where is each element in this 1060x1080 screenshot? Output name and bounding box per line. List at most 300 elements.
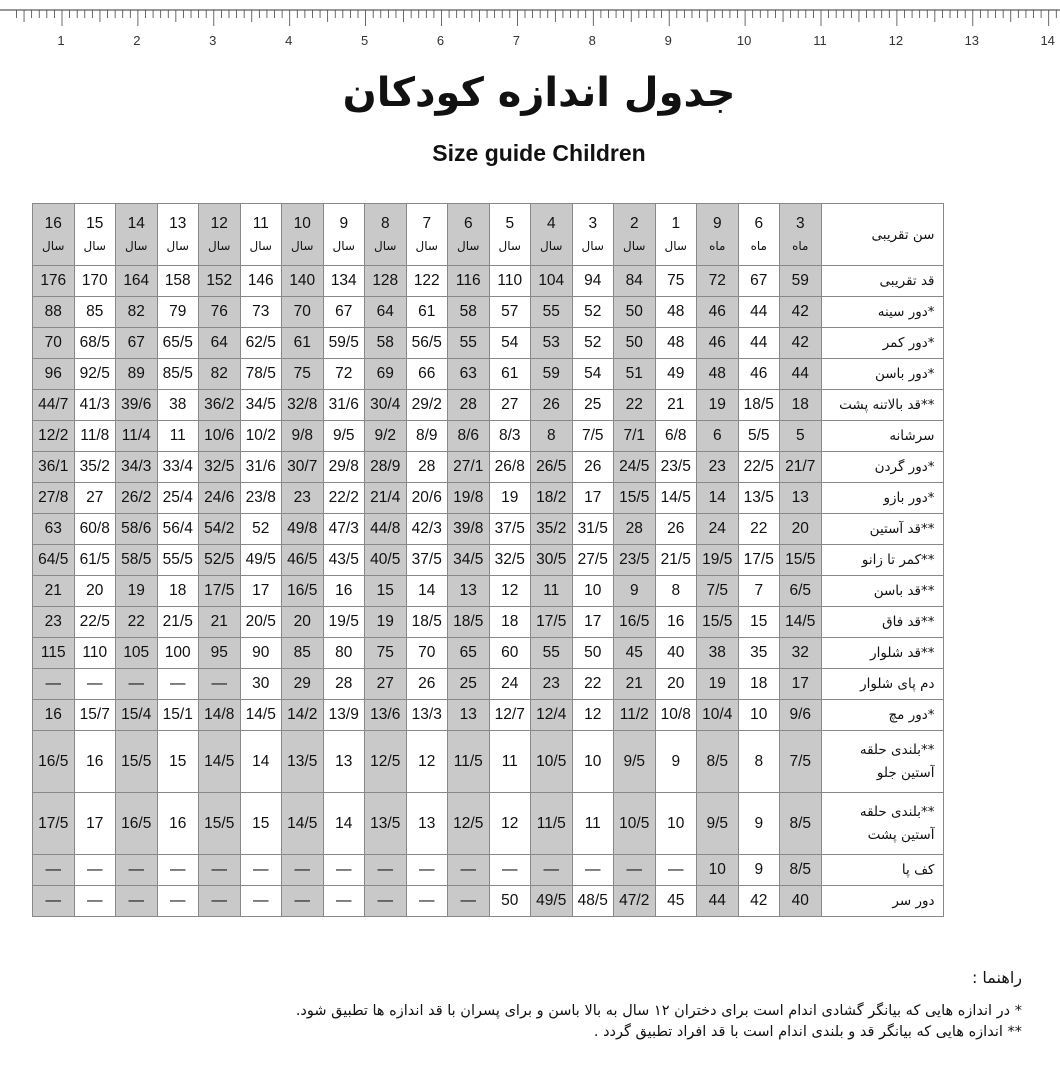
- table-cell: 15: [738, 607, 780, 638]
- age-header-cell: [323, 204, 365, 266]
- table-cell: 11: [157, 421, 199, 452]
- table-cell: 32/5: [489, 545, 531, 576]
- table-cell: 32/5: [199, 452, 241, 483]
- table-cell: 27: [74, 483, 116, 514]
- table-cell: 6: [697, 421, 739, 452]
- table-cell: 16/5: [614, 607, 656, 638]
- table-cell: 59: [780, 266, 822, 297]
- table-cell: —: [240, 886, 282, 917]
- ruler-number: 13: [964, 33, 980, 48]
- age-header-cell: [33, 204, 75, 266]
- table-cell: 13/5: [282, 731, 324, 793]
- table-cell: —: [74, 886, 116, 917]
- table-cell: 20: [282, 607, 324, 638]
- age-unit: ماه: [750, 238, 767, 253]
- table-cell: —: [33, 886, 75, 917]
- table-cell: 48: [655, 297, 697, 328]
- age-number: 8: [380, 214, 390, 232]
- table-cell: 5/5: [738, 421, 780, 452]
- age-header-cell: [697, 204, 739, 266]
- table-cell: 26: [531, 390, 573, 421]
- table-cell: —: [282, 855, 324, 886]
- table-cell: 32: [780, 638, 822, 669]
- table-cell: 8: [655, 576, 697, 607]
- ruler-number: 2: [133, 33, 141, 48]
- age-unit: سال: [332, 238, 355, 253]
- table-cell: 146: [240, 266, 282, 297]
- table-cell: —: [240, 855, 282, 886]
- age-unit: ماه: [709, 238, 726, 253]
- table-cell: 16: [33, 700, 75, 731]
- table-row: [33, 731, 944, 793]
- header-label: سن تقریبی: [821, 204, 943, 266]
- ruler-number: 10: [736, 33, 752, 48]
- table-cell: 8/5: [780, 793, 822, 855]
- age-number: 3: [795, 214, 805, 232]
- row-label-text: **بلندی حلقه: [859, 741, 935, 758]
- table-cell: 20: [655, 669, 697, 700]
- table-cell: 55: [448, 328, 490, 359]
- row-label: [821, 390, 943, 421]
- table-cell: 22/2: [323, 483, 365, 514]
- table-cell: 12/4: [531, 700, 573, 731]
- table-cell: 14: [406, 576, 448, 607]
- table-cell: —: [448, 855, 490, 886]
- table-cell: 18/2: [531, 483, 573, 514]
- age-unit: سال: [291, 238, 314, 253]
- table-cell: 16/5: [116, 793, 158, 855]
- table-cell: 24/5: [614, 452, 656, 483]
- table-cell: 11/2: [614, 700, 656, 731]
- age-unit: سال: [249, 238, 272, 253]
- table-cell: 20: [780, 514, 822, 545]
- table-cell: 26: [655, 514, 697, 545]
- table-cell: 75: [655, 266, 697, 297]
- row-label: [821, 545, 943, 576]
- table-cell: 12: [406, 731, 448, 793]
- table-header-row: [33, 204, 944, 266]
- page-title: جدول اندازه کودکان: [342, 70, 736, 116]
- table-cell: 82: [116, 297, 158, 328]
- table-cell: 11: [489, 731, 531, 793]
- table-cell: 70: [33, 328, 75, 359]
- row-label-text: *دور بازو: [883, 490, 935, 506]
- table-cell: 61: [489, 359, 531, 390]
- table-cell: 28: [614, 514, 656, 545]
- age-unit: سال: [540, 238, 563, 253]
- table-cell: 18/5: [738, 390, 780, 421]
- table-cell: 92/5: [74, 359, 116, 390]
- table-cell: 14/5: [199, 731, 241, 793]
- table-cell: 12/5: [448, 793, 490, 855]
- table-cell: 44/7: [33, 390, 75, 421]
- table-cell: 15/5: [780, 545, 822, 576]
- table-cell: 65: [448, 638, 490, 669]
- table-cell: 53: [531, 328, 573, 359]
- table-cell: 23: [531, 669, 573, 700]
- table-cell: 21/5: [655, 545, 697, 576]
- age-header-cell: [572, 204, 614, 266]
- table-cell: 115: [33, 638, 75, 669]
- table-cell: 26/2: [116, 483, 158, 514]
- table-cell: 128: [365, 266, 407, 297]
- table-cell: 9/6: [780, 700, 822, 731]
- table-cell: 75: [365, 638, 407, 669]
- table-cell: 164: [116, 266, 158, 297]
- table-cell: 18: [157, 576, 199, 607]
- row-label: [821, 483, 943, 514]
- table-cell: 51: [614, 359, 656, 390]
- age-unit: سال: [664, 238, 687, 253]
- table-cell: 13: [406, 793, 448, 855]
- table-cell: 12: [489, 576, 531, 607]
- table-cell: 34/5: [240, 390, 282, 421]
- table-cell: 67: [323, 297, 365, 328]
- table-cell: 16/5: [33, 731, 75, 793]
- table-cell: 26: [572, 452, 614, 483]
- table-cell: 30: [240, 669, 282, 700]
- table-cell: 66: [406, 359, 448, 390]
- table-cell: 15/5: [199, 793, 241, 855]
- table-cell: 39/6: [116, 390, 158, 421]
- table-cell: 95: [199, 638, 241, 669]
- age-unit: سال: [415, 238, 438, 253]
- table-cell: 11/8: [74, 421, 116, 452]
- ruler-number: 9: [664, 33, 672, 48]
- table-cell: 10: [697, 855, 739, 886]
- table-cell: 46: [697, 328, 739, 359]
- table-cell: 15: [240, 793, 282, 855]
- table-cell: 7/1: [614, 421, 656, 452]
- table-cell: —: [74, 669, 116, 700]
- table-cell: 22: [738, 514, 780, 545]
- table-cell: 44: [738, 328, 780, 359]
- age-number: 1: [671, 214, 681, 232]
- table-cell: 5: [780, 421, 822, 452]
- table-row: [33, 638, 944, 669]
- table-cell: 12: [572, 700, 614, 731]
- table-cell: 12: [489, 793, 531, 855]
- row-label: [821, 359, 943, 390]
- table-cell: 10/2: [240, 421, 282, 452]
- table-cell: 24: [489, 669, 531, 700]
- row-label: [821, 297, 943, 328]
- table-cell: 14: [240, 731, 282, 793]
- table-cell: —: [572, 855, 614, 886]
- table-cell: 26/8: [489, 452, 531, 483]
- row-label-text: قد تقریبی: [879, 273, 935, 289]
- row-label: [821, 452, 943, 483]
- table-cell: 52: [572, 297, 614, 328]
- table-cell: 23/5: [614, 545, 656, 576]
- table-cell: 60/8: [74, 514, 116, 545]
- guide-section: [122, 968, 1022, 1043]
- table-cell: 42: [780, 297, 822, 328]
- age-number: 7: [422, 214, 432, 232]
- table-cell: 48: [697, 359, 739, 390]
- table-cell: 15: [365, 576, 407, 607]
- table-cell: —: [365, 855, 407, 886]
- table-cell: 16: [323, 576, 365, 607]
- table-cell: 13/5: [365, 793, 407, 855]
- table-cell: 6/5: [780, 576, 822, 607]
- table-cell: 48: [655, 328, 697, 359]
- row-label: [821, 421, 943, 452]
- table-cell: 6/8: [655, 421, 697, 452]
- table-cell: —: [614, 855, 656, 886]
- table-cell: 17: [240, 576, 282, 607]
- table-cell: 9/2: [365, 421, 407, 452]
- age-header-cell: [365, 204, 407, 266]
- guide-line-2: ** اندازه هایی که بیانگر قد و بلندی اندام است با قد افراد تطبیق گردد .: [593, 1024, 1022, 1040]
- table-cell: 19: [697, 390, 739, 421]
- ruler-number: 3: [209, 33, 217, 48]
- table-cell: —: [448, 886, 490, 917]
- table-cell: 21/4: [365, 483, 407, 514]
- age-header-cell: [157, 204, 199, 266]
- table-cell: 14/5: [282, 793, 324, 855]
- row-label: [821, 731, 943, 793]
- table-cell: 19: [365, 607, 407, 638]
- table-cell: 22: [116, 607, 158, 638]
- table-cell: 54/2: [199, 514, 241, 545]
- table-cell: 15/5: [697, 607, 739, 638]
- table-cell: 22: [572, 669, 614, 700]
- table-cell: 9/8: [282, 421, 324, 452]
- age-header-cell: [116, 204, 158, 266]
- table-cell: —: [406, 855, 448, 886]
- row-label: [821, 886, 943, 917]
- table-cell: 62/5: [240, 328, 282, 359]
- table-cell: 21: [199, 607, 241, 638]
- age-header-cell: [655, 204, 697, 266]
- table-cell: 24: [697, 514, 739, 545]
- table-cell: 15/4: [116, 700, 158, 731]
- table-cell: 19/5: [323, 607, 365, 638]
- table-row: [33, 576, 944, 607]
- table-cell: 25/4: [157, 483, 199, 514]
- age-header-cell: [240, 204, 282, 266]
- table-cell: 15/1: [157, 700, 199, 731]
- table-cell: 12/5: [365, 731, 407, 793]
- table-cell: 61/5: [74, 545, 116, 576]
- table-row: [33, 483, 944, 514]
- table-cell: 48/5: [572, 886, 614, 917]
- ruler: [0, 0, 1060, 52]
- table-cell: 20: [74, 576, 116, 607]
- table-cell: 46: [738, 359, 780, 390]
- age-unit: سال: [374, 238, 397, 253]
- table-cell: 75: [282, 359, 324, 390]
- table-cell: 100: [157, 638, 199, 669]
- table-cell: 21: [33, 576, 75, 607]
- table-cell: 158: [157, 266, 199, 297]
- table-cell: 13/3: [406, 700, 448, 731]
- table-cell: 11/5: [531, 793, 573, 855]
- table-cell: 59: [531, 359, 573, 390]
- row-label-text: آستین پشت: [867, 826, 935, 843]
- table-cell: 50: [489, 886, 531, 917]
- table-cell: 30/7: [282, 452, 324, 483]
- table-cell: 49/8: [282, 514, 324, 545]
- row-label-text: **کمر تا زانو: [861, 552, 935, 568]
- table-cell: 176: [33, 266, 75, 297]
- table-cell: 13/6: [365, 700, 407, 731]
- table-cell: —: [365, 886, 407, 917]
- row-label-text: *دور باسن: [874, 366, 935, 382]
- table-row: [33, 793, 944, 855]
- table-cell: 10/5: [531, 731, 573, 793]
- table-cell: 17: [780, 669, 822, 700]
- table-cell: 21: [614, 669, 656, 700]
- age-number: 10: [293, 214, 311, 232]
- table-cell: 47/2: [614, 886, 656, 917]
- table-cell: 14/2: [282, 700, 324, 731]
- table-cell: 9/5: [614, 731, 656, 793]
- table-cell: 43/5: [323, 545, 365, 576]
- table-cell: 29: [282, 669, 324, 700]
- table-cell: 56/4: [157, 514, 199, 545]
- table-cell: 69: [365, 359, 407, 390]
- table-cell: 79: [157, 297, 199, 328]
- table-cell: 27/5: [572, 545, 614, 576]
- age-header-cell: [489, 204, 531, 266]
- table-cell: 85/5: [157, 359, 199, 390]
- table-cell: 9/5: [697, 793, 739, 855]
- table-cell: 7/5: [572, 421, 614, 452]
- table-cell: 10/4: [697, 700, 739, 731]
- table-cell: 57: [489, 297, 531, 328]
- age-number: 6: [754, 214, 764, 232]
- table-cell: 104: [531, 266, 573, 297]
- table-cell: 8/5: [780, 855, 822, 886]
- table-cell: 56/5: [406, 328, 448, 359]
- table-cell: 13: [323, 731, 365, 793]
- age-number: 13: [169, 214, 187, 232]
- table-cell: 8: [738, 731, 780, 793]
- row-label-text: **قد باسن: [873, 583, 935, 599]
- age-unit: سال: [623, 238, 646, 253]
- row-label-text: **بلندی حلقه: [859, 803, 935, 820]
- table-cell: —: [33, 669, 75, 700]
- table-cell: —: [489, 855, 531, 886]
- age-number: 4: [546, 214, 556, 232]
- table-cell: 72: [697, 266, 739, 297]
- ruler-number: 14: [1040, 33, 1055, 48]
- table-cell: 64: [365, 297, 407, 328]
- table-cell: 31/6: [240, 452, 282, 483]
- table-cell: 14/5: [240, 700, 282, 731]
- table-row: [33, 855, 944, 886]
- table-cell: 12/7: [489, 700, 531, 731]
- table-cell: 134: [323, 266, 365, 297]
- table-row: [33, 886, 944, 917]
- table-cell: 42: [780, 328, 822, 359]
- table-cell: 13: [448, 700, 490, 731]
- table-cell: 122: [406, 266, 448, 297]
- table-cell: 18/5: [406, 607, 448, 638]
- row-label-text: سرشانه: [889, 428, 935, 444]
- table-cell: 60: [489, 638, 531, 669]
- table-row: [33, 390, 944, 421]
- table-cell: —: [282, 886, 324, 917]
- age-number: 2: [629, 214, 639, 232]
- table-cell: 52: [240, 514, 282, 545]
- row-label: [821, 576, 943, 607]
- table-cell: 46: [697, 297, 739, 328]
- table-cell: 16: [74, 731, 116, 793]
- table-cell: 25: [448, 669, 490, 700]
- table-cell: 14/5: [655, 483, 697, 514]
- table-cell: 15: [157, 731, 199, 793]
- table-cell: 44: [697, 886, 739, 917]
- age-number: 5: [505, 214, 515, 232]
- table-cell: 8/9: [406, 421, 448, 452]
- ruler-number: 4: [285, 33, 293, 48]
- table-cell: 22: [614, 390, 656, 421]
- ruler-graphic: [0, 0, 1060, 52]
- table-cell: 28: [406, 452, 448, 483]
- table-cell: 55/5: [157, 545, 199, 576]
- age-header-cell: [199, 204, 241, 266]
- row-label: [821, 855, 943, 886]
- age-number: 9: [712, 214, 722, 232]
- page-subtitle: Size guide Children: [432, 140, 646, 166]
- table-cell: 88: [33, 297, 75, 328]
- table-cell: —: [116, 669, 158, 700]
- table-cell: 36/1: [33, 452, 75, 483]
- table-cell: 30/4: [365, 390, 407, 421]
- table-cell: 44: [738, 297, 780, 328]
- guide-heading: راهنما :: [971, 968, 1022, 987]
- table-cell: 67: [116, 328, 158, 359]
- table-cell: 16: [655, 607, 697, 638]
- table-cell: —: [116, 855, 158, 886]
- table-cell: —: [157, 669, 199, 700]
- table-cell: 89: [116, 359, 158, 390]
- table-cell: 16: [157, 793, 199, 855]
- table-cell: 42/3: [406, 514, 448, 545]
- table-cell: —: [199, 669, 241, 700]
- row-label: [821, 514, 943, 545]
- table-row: [33, 359, 944, 390]
- age-header-cell: [614, 204, 656, 266]
- table-cell: 38: [697, 638, 739, 669]
- table-cell: 170: [74, 266, 116, 297]
- table-cell: 23: [697, 452, 739, 483]
- table-cell: 44/8: [365, 514, 407, 545]
- table-cell: —: [74, 855, 116, 886]
- table-cell: —: [157, 886, 199, 917]
- table-cell: 23: [282, 483, 324, 514]
- table-cell: 90: [240, 638, 282, 669]
- row-label: [821, 700, 943, 731]
- row-label: [821, 328, 943, 359]
- table-cell: 23: [33, 607, 75, 638]
- table-cell: 22/5: [738, 452, 780, 483]
- table-cell: 27/1: [448, 452, 490, 483]
- table-cell: 105: [116, 638, 158, 669]
- table-cell: 15/5: [116, 731, 158, 793]
- table-cell: 85: [74, 297, 116, 328]
- table-cell: 8/6: [448, 421, 490, 452]
- table-cell: 27: [489, 390, 531, 421]
- table-cell: 82: [199, 359, 241, 390]
- table-cell: 50: [614, 297, 656, 328]
- table-cell: 9/5: [323, 421, 365, 452]
- table-cell: 9: [655, 731, 697, 793]
- table-cell: 28: [323, 669, 365, 700]
